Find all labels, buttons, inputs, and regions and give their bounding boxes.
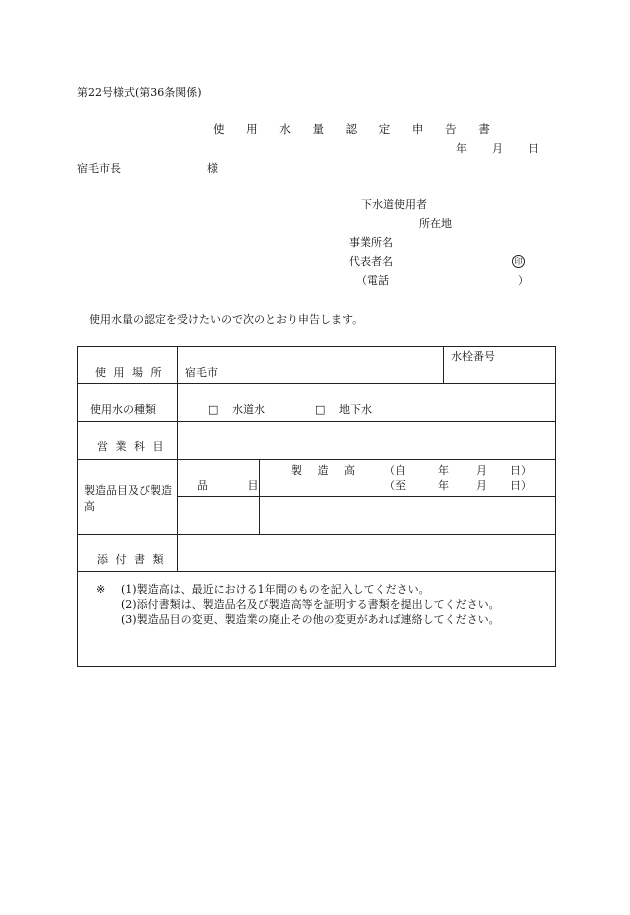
to-month-label: 月 [476, 479, 487, 492]
note-line: (2)添付書類は、製造品名及び製造高等を証明する書類を提出してください。 [121, 598, 500, 611]
attachments-label: 添 付 書 類 [97, 553, 166, 566]
phone-label: （電話 [356, 274, 389, 287]
phone-close: ） [518, 274, 529, 287]
from-month-label: 月 [476, 464, 487, 477]
period-to-label: （至 [384, 479, 406, 492]
business-type-label: 営 業 科 目 [97, 440, 166, 453]
tap-water-label: 水道水 [232, 403, 265, 416]
column-divider [259, 459, 260, 534]
item-label: 品 目 [197, 479, 277, 492]
location-value: 宿毛市 [185, 366, 218, 379]
row-divider [77, 459, 556, 460]
row-divider [77, 383, 556, 384]
intro-text: 使用水量の認定を受けたいので次のとおり申告します。 [89, 313, 364, 326]
groundwater-label: 地下水 [339, 403, 372, 416]
addressee-honorific: 様 [207, 162, 218, 175]
date-year-label: 年 [456, 142, 467, 155]
column-divider [443, 346, 444, 383]
note-line: (3)製造品目の変更、製造業の廃止その他の変更があれば連絡してください。 [121, 613, 500, 626]
row-divider [177, 496, 556, 497]
row-divider [77, 421, 556, 422]
addressee: 宿毛市長 [77, 162, 121, 175]
tap-water-checkbox[interactable]: □ [208, 403, 219, 416]
note-mark: ※ [96, 583, 106, 596]
row-divider [77, 534, 556, 535]
output-label: 製 造 高 [291, 464, 361, 477]
date-day-label: 日 [528, 142, 539, 155]
period-from-label: （自 [384, 464, 406, 477]
form-number: 第22号様式(第36条関係) [77, 86, 202, 99]
row-divider [77, 571, 556, 572]
business-name-label: 事業所名 [349, 236, 393, 249]
date-month-label: 月 [492, 142, 503, 155]
meter-number-label: 水栓番号 [451, 350, 495, 363]
note-line: (1)製造高は、最近における1年間のものを記入してください。 [121, 583, 430, 596]
to-day-label: 日） [510, 479, 532, 492]
address-label: 所在地 [419, 217, 452, 230]
water-type-label: 使用水の種類 [90, 403, 156, 416]
from-day-label: 日） [510, 464, 532, 477]
seal-mark: 印 [512, 255, 525, 268]
column-divider [177, 346, 178, 571]
groundwater-checkbox[interactable]: □ [315, 403, 326, 416]
location-label: 使 用 場 所 [95, 366, 164, 379]
from-year-label: 年 [438, 464, 449, 477]
document-title: 使 用 水 量 認 定 申 告 書 [213, 122, 499, 136]
representative-label: 代表者名 [349, 255, 393, 268]
to-year-label: 年 [438, 479, 449, 492]
production-label: 製造品目及び製造高 [84, 484, 172, 513]
sewer-user-label: 下水道使用者 [361, 198, 427, 211]
